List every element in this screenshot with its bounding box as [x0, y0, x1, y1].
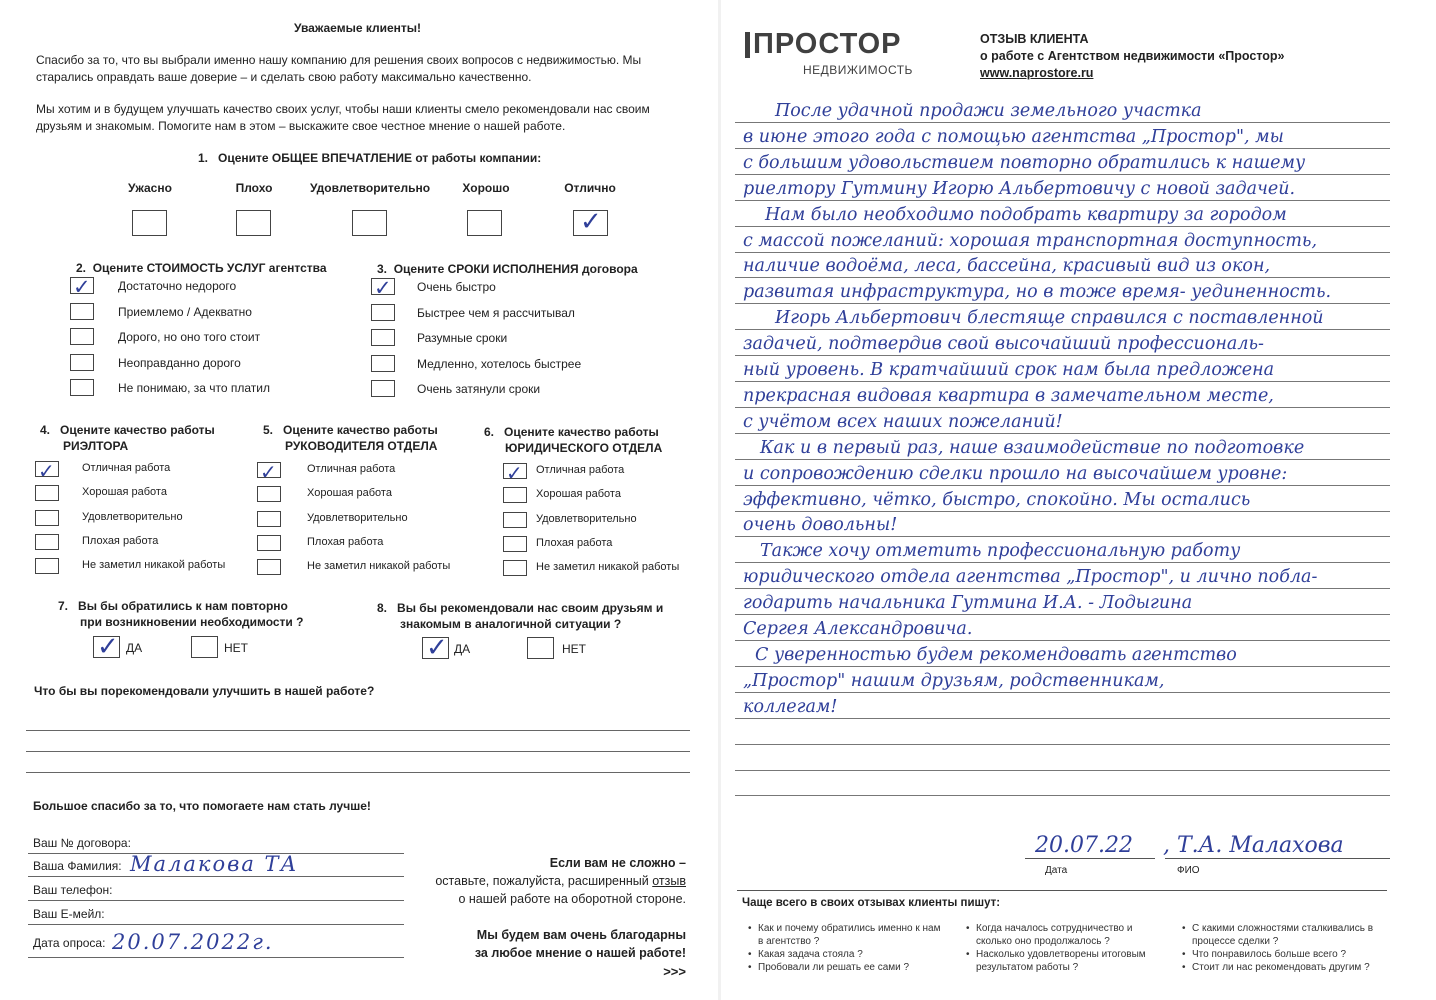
date-field[interactable]: [28, 957, 404, 958]
side-note-thanks: Мы будем вам очень благодарны: [476, 928, 686, 942]
intro-paragraph-2: Мы хотим и в будущем улучшать качество своих услуг, чтобы наши клиенты смело рекомендовали нас своим друзьям и знакомым. Помогите нам в этом – выскажите свое честное мнение о нашей работе.: [36, 102, 650, 133]
q1-option-label: Ужасно: [128, 181, 172, 195]
q5-checkbox[interactable]: [257, 486, 281, 502]
q6-option-label: Не заметил никакой работы: [536, 561, 680, 574]
q5-option-label: Плохая работа: [307, 535, 384, 548]
phone-field[interactable]: [28, 900, 404, 901]
ruled-line: [735, 718, 1390, 719]
ruled-line: [735, 407, 1390, 408]
q1-option-label: Плохо: [235, 181, 273, 195]
survey-form: [0, 0, 715, 1000]
logo-bar: [745, 32, 750, 58]
q6-option-label: Хорошая работа: [536, 488, 621, 501]
q7-line2: при возникновении необходимости ?: [80, 615, 304, 629]
side-note-line: [400, 874, 686, 888]
review-line: эффективно, чётко, быстро, спокойно. Мы остались: [743, 490, 1251, 510]
ruled-line: [735, 303, 1390, 304]
ruled-line: [735, 770, 1390, 771]
q1-checkbox[interactable]: [352, 210, 387, 236]
q3-checkbox[interactable]: [371, 329, 395, 346]
intro-paragraph-1: Спасибо за то, что вы выбрали именно нашу компанию для решения своих вопросов с недвижимостью. Мы старались оправдать ваше доверие – и сделать свою работу максимально качественно.: [36, 53, 642, 84]
ruled-line: [735, 562, 1390, 563]
review-line: с большим удовольствием повторно обратились к нашему: [743, 153, 1306, 173]
q6-heading: [484, 424, 659, 440]
q2-checkbox[interactable]: [70, 354, 94, 371]
date-caption: Дата: [1045, 865, 1068, 876]
q7-no-checkbox[interactable]: [191, 636, 218, 658]
improve-question: Что бы вы порекомендовали улучшить в нашей работе?: [34, 684, 375, 698]
q1-checkbox[interactable]: [132, 210, 167, 236]
q4-option-label: Хорошая работа: [82, 486, 167, 499]
review-line: Сергея Александровича.: [743, 619, 973, 639]
q2-heading: [76, 260, 327, 276]
q1-checkbox[interactable]: [236, 210, 271, 236]
ruled-line: [735, 614, 1390, 615]
review-line: Игорь Альбертович блестяще справился с поставленной: [775, 308, 1324, 328]
ruled-line: [735, 485, 1390, 486]
q5-checkbox[interactable]: [257, 559, 281, 575]
ruled-line: [735, 252, 1390, 253]
q5-option-label: Отличная работа: [307, 463, 396, 475]
review-line: коллегам!: [743, 697, 838, 717]
q6-line1: Оцените качество работы: [504, 425, 659, 439]
date-label: Дата опроса:: [33, 936, 106, 950]
q5-checkbox[interactable]: [257, 511, 281, 527]
q2-text: Оцените СТОИМОСТЬ УСЛУГ агентства: [92, 261, 327, 275]
side-note-thanks: за любое мнение о нашей работе!: [474, 946, 686, 960]
review-line: наличие водоёма, леса, бассейна, красивый вид из окон,: [743, 256, 1271, 276]
q6-checkbox[interactable]: [503, 560, 527, 576]
q7-number: 7.: [58, 599, 69, 613]
checkmark-icon: ✓: [426, 633, 448, 663]
q6-checkbox[interactable]: [503, 487, 527, 503]
q8-no-checkbox[interactable]: [527, 637, 554, 659]
checkmark-icon: ✓: [38, 459, 55, 483]
prostor-logo: [745, 30, 945, 80]
q2-checkbox[interactable]: [70, 379, 94, 396]
side-note-text: оставьте, пожалуйста, расширенный: [435, 874, 653, 888]
q6-option-label: Плохая работа: [536, 536, 613, 549]
review-line: ный уровень. В кратчайший срок нам была предложена: [743, 360, 1275, 380]
review-line: После удачной продажи земельного участка: [775, 101, 1202, 121]
q3-heading: [377, 261, 638, 277]
q5-line1: Оцените качество работы: [283, 423, 438, 437]
q4-line1: Оцените качество работы: [60, 423, 215, 437]
ruled-line: [735, 511, 1390, 512]
ruled-line: [735, 666, 1390, 667]
surname-label: Ваша Фамилия:: [33, 859, 122, 873]
review-line: Как и в первый раз, наше взаимодействие по подготовке: [760, 438, 1305, 458]
review-line: в июне этого года с помощью агентства „Простор", мы: [743, 127, 1284, 147]
date-value[interactable]: 20.07.2022г.: [112, 930, 274, 954]
phone-label: Ваш телефон:: [33, 883, 113, 897]
q6-checkbox[interactable]: [503, 512, 527, 528]
often-item: • С какими сложностями сталкивались в процессе сделки ?: [1192, 922, 1392, 948]
q8-no-label: НЕТ: [562, 642, 586, 656]
ruled-line: [735, 381, 1390, 382]
q1-number: 1.: [198, 151, 209, 165]
q4-option-label: Отличная работа: [82, 462, 171, 474]
review-line: и сопровождению сделки прошло на высочайшем уровне:: [743, 464, 1288, 484]
ruled-line: [735, 355, 1390, 356]
answer-line[interactable]: [26, 751, 690, 752]
q3-option-label: Очень быстро: [417, 280, 496, 294]
checkmark-icon: ✓: [260, 460, 277, 484]
review-line: очень довольны!: [743, 515, 898, 535]
q3-checkbox[interactable]: [371, 304, 395, 321]
q5-number: 5.: [263, 423, 274, 437]
q8-number: 8.: [377, 601, 388, 615]
q4-option-label: Плохая работа: [82, 534, 159, 547]
side-note-heading: Если вам не сложно –: [549, 856, 686, 870]
logo-wordmark: ПРОСТОР: [753, 28, 902, 60]
name-signature-line: [1165, 858, 1390, 859]
page-fold: [718, 0, 721, 1000]
q8-heading: [377, 600, 663, 616]
q4-checkbox[interactable]: [35, 558, 59, 574]
review-line: С уверенностью будем рекомендовать агентство: [755, 645, 1237, 665]
q7-line1: Вы бы обратились к нам повторно: [78, 599, 288, 613]
review-line: риелтору Гутмину Игорю Альбертовичу с новой задачей.: [743, 179, 1296, 199]
q1-option-label: Отлично: [564, 181, 616, 195]
ruled-line: [735, 459, 1390, 460]
q4-number: 4.: [40, 423, 51, 437]
q6-option-label: Удовлетворительно: [536, 512, 637, 525]
q2-checkbox[interactable]: [70, 303, 94, 320]
q4-checkbox[interactable]: [35, 534, 59, 550]
review-link[interactable]: отзыв: [652, 874, 686, 888]
q2-option-label: Достаточно недорого: [118, 279, 237, 293]
answer-line[interactable]: [26, 772, 690, 773]
q2-number: 2.: [76, 261, 87, 275]
header-title: ОТЗЫВ КЛИЕНТА: [980, 32, 1089, 46]
header-url[interactable]: www.naprostore.ru: [980, 66, 1094, 80]
review-line: „Простор" нашим друзьям, родственникам,: [743, 671, 1165, 691]
review-line: развитая инфраструктура, но в тоже время- уединенность.: [743, 282, 1332, 302]
form-title: Уважаемые клиенты!: [293, 21, 422, 35]
surname-field[interactable]: [28, 876, 404, 877]
q4-heading: [40, 422, 215, 438]
review-line: годарить начальника Гутмина И.А. - Лодыгина: [743, 593, 1193, 613]
often-item: • Стоит ли нас рекомендовать другим ?: [1192, 961, 1392, 974]
review-line: с учётом всех наших пожеланий!: [743, 412, 1063, 432]
q3-option-label: Медленно, хотелось быстрее: [417, 356, 582, 371]
email-label: Ваш Е-мейл:: [33, 907, 105, 921]
q7-heading: [58, 598, 288, 614]
q1-heading: [198, 150, 541, 166]
q5-option-label: Хорошая работа: [307, 487, 392, 500]
review-sheet: [725, 0, 1436, 1000]
logo-subtitle: НЕДВИЖИМОСТЬ: [803, 63, 913, 77]
q5-option-label: Удовлетворительно: [307, 511, 408, 524]
q3-option-label: Очень затянули сроки: [417, 382, 541, 396]
ruled-line: [735, 122, 1390, 123]
q1-text: Оцените ОБЩЕЕ ВПЕЧАТЛЕНИЕ от работы компании:: [218, 151, 542, 165]
ruled-line: [735, 329, 1390, 330]
often-item: • Какая задача стояла ?: [758, 948, 948, 961]
checkmark-icon: ✓: [580, 207, 602, 237]
ruled-line: [735, 588, 1390, 589]
q2-option-label: Не понимаю, за что платил: [118, 381, 271, 395]
often-item: • Как и почему обратились именно к нам в агентство ?: [758, 922, 948, 948]
ruled-line: [735, 795, 1390, 796]
q1-checkbox[interactable]: [467, 210, 502, 236]
ruled-line: [735, 226, 1390, 227]
review-line: юридического отдела агентства „Простор", и лично побла-: [743, 567, 1318, 587]
q1-option-label: Хорошо: [462, 181, 510, 195]
often-item: • Насколько удовлетворены итоговым результатом работы ?: [976, 948, 1166, 974]
ruled-line: [735, 640, 1390, 641]
contract-label: Ваш № договора:: [33, 836, 131, 850]
often-item: • Что понравилось больше всего ?: [1192, 948, 1392, 961]
q2-option-label: Дорого, но оно того стоит: [118, 330, 261, 344]
q2-option-label: Приемлемо / Адекватно: [118, 304, 252, 319]
ruled-line: [735, 744, 1390, 745]
q4-checkbox[interactable]: [35, 510, 59, 526]
ruled-line: [735, 536, 1390, 537]
review-line: с массой пожеланий: хорошая транспортная доступность,: [743, 231, 1318, 251]
q5-option-label: Не заметил никакой работы: [307, 560, 451, 573]
q6-option-label: Отличная работа: [536, 464, 625, 476]
header-subtitle: о работе с Агентством недвижимости «Простор»: [980, 49, 1285, 63]
email-field[interactable]: [28, 924, 404, 925]
ruled-line: [735, 200, 1390, 201]
q5-heading: [263, 422, 438, 438]
q7-no-label: НЕТ: [224, 641, 248, 655]
q6-number: 6.: [484, 425, 495, 439]
q6-checkbox[interactable]: [503, 536, 527, 552]
q2-checkbox[interactable]: [70, 328, 94, 345]
q7-yes-label: ДА: [126, 641, 143, 655]
q3-checkbox[interactable]: [371, 355, 395, 372]
ruled-line: [735, 277, 1390, 278]
q3-option-label: Разумные сроки: [417, 331, 508, 345]
often-title: Чаще всего в своих отзывах клиенты пишут:: [742, 897, 1001, 909]
ruled-line: [735, 174, 1390, 175]
side-note-line: о нашей работе на оборотной стороне.: [458, 892, 686, 906]
q3-option-label: Быстрее чем я рассчитывал: [417, 305, 575, 320]
thanks-text: Большое спасибо за то, что помогаете нам стать лучше!: [33, 799, 371, 813]
surname-value[interactable]: Малакова ТА: [130, 852, 299, 876]
footer-divider: [737, 890, 1387, 891]
often-item: • Пробовали ли решать ее сами ?: [758, 961, 948, 974]
q5-checkbox[interactable]: [257, 535, 281, 551]
ruled-line: [735, 148, 1390, 149]
signature-separator: ,: [1163, 833, 1170, 858]
checkmark-icon: ✓: [97, 632, 119, 662]
q4-subject: РИЭЛТОРА: [63, 439, 129, 453]
review-line: прекрасная видовая квартира в замечательном месте,: [743, 386, 1274, 406]
q5-subject: РУКОВОДИТЕЛЯ ОТДЕЛА: [285, 439, 438, 453]
checkmark-icon: ✓: [374, 276, 392, 300]
q4-option-label: Удовлетворительно: [82, 510, 183, 523]
often-item: • Когда началось сотрудничество и сколько оно продолжалось ?: [976, 922, 1166, 948]
arrows-icon: >>>: [663, 964, 686, 979]
q1-option-label: Удовлетворительно: [309, 181, 431, 195]
review-line: Также хочу отметить профессиональную работу: [760, 541, 1241, 561]
review-line: задачей, подтвердив свой высочайший профессиональ-: [743, 334, 1264, 354]
signature-name: Т.А. Малахова: [1177, 833, 1344, 858]
ruled-line: [735, 433, 1390, 434]
date-signature-line: [1025, 858, 1155, 859]
review-line: Нам было необходимо подобрать квартиру за городом: [765, 205, 1287, 225]
q8-yes-label: ДА: [454, 642, 471, 656]
checkmark-icon: ✓: [506, 461, 523, 485]
q3-text: Оцените СРОКИ ИСПОЛНЕНИЯ договора: [393, 262, 638, 276]
q8-line2: знакомым в аналогичной ситуации ?: [400, 617, 622, 631]
ruled-line: [735, 692, 1390, 693]
q3-checkbox[interactable]: [371, 380, 395, 397]
signature-date: 20.07.22: [1035, 833, 1133, 858]
q8-line1: Вы бы рекомендовали нас своим друзьям и: [397, 601, 664, 615]
checkmark-icon: ✓: [73, 275, 91, 299]
name-caption: ФИО: [1177, 865, 1200, 876]
q6-subject: ЮРИДИЧЕСКОГО ОТДЕЛА: [505, 441, 663, 455]
answer-line[interactable]: [26, 730, 690, 731]
q4-checkbox[interactable]: [35, 485, 59, 501]
q3-number: 3.: [377, 262, 388, 276]
q2-option-label: Неоправданно дорого: [118, 355, 241, 370]
q4-option-label: Не заметил никакой работы: [82, 559, 226, 572]
